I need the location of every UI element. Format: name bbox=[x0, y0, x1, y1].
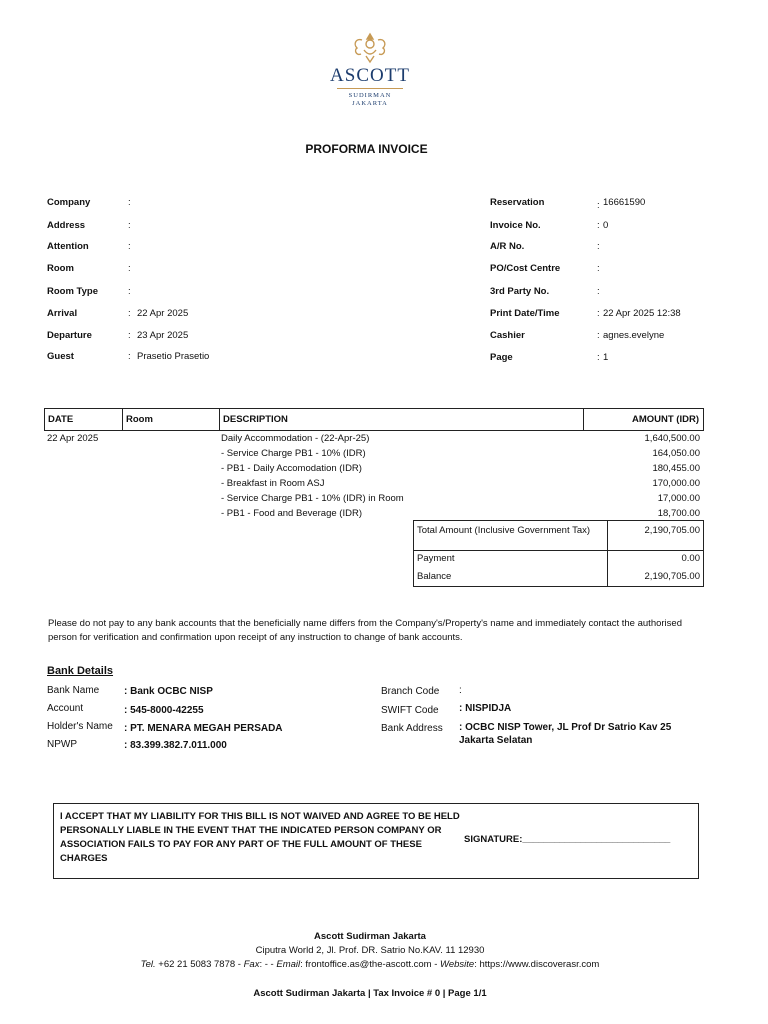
line-description: - Breakfast in Room ASJ bbox=[221, 478, 325, 489]
field-value: 1 bbox=[603, 352, 609, 363]
logo-sub-line2: JAKARTA bbox=[352, 100, 388, 107]
line-description: - PB1 - Daily Accomodation (IDR) bbox=[221, 463, 362, 474]
tel-value: +62 21 5083 7878 bbox=[158, 959, 236, 970]
field-colon: : bbox=[597, 200, 600, 211]
total-value: 2,190,705.00 bbox=[644, 525, 700, 536]
website-label: Website bbox=[440, 959, 475, 970]
branch-label: Branch Code bbox=[381, 686, 440, 697]
line-description: - PB1 - Food and Beverage (IDR) bbox=[221, 508, 362, 519]
bank-address-line2: Jakarta Selatan bbox=[459, 735, 533, 746]
charges-table bbox=[44, 408, 704, 431]
npwp-label: NPWP bbox=[47, 739, 77, 750]
liability-box bbox=[53, 803, 699, 879]
field-label: 3rd Party No. bbox=[490, 286, 550, 297]
field-label: Departure bbox=[47, 330, 92, 341]
field-value: 22 Apr 2025 12:38 bbox=[603, 308, 681, 319]
payment-notice: Please do not pay to any bank accounts that the beneficially name differs from the Company's/Property's name and immediately contact the authorised person for verification and confirmation upon receipt of any instruction to change of bank accounts. bbox=[48, 618, 682, 643]
holder-label: Holder's Name bbox=[47, 721, 113, 732]
totals-box bbox=[413, 520, 704, 587]
field-colon: : bbox=[128, 197, 131, 208]
line-description: Daily Accommodation - (22-Apr-25) bbox=[221, 433, 370, 444]
field-value: agnes.evelyne bbox=[603, 330, 665, 341]
total-label: Total Amount (Inclusive Government Tax) bbox=[417, 525, 591, 536]
email-value[interactable]: frontoffice.as@the-ascott.com bbox=[305, 959, 432, 970]
tel-label: Tel. bbox=[140, 959, 156, 970]
line-amount: 18,700.00 bbox=[657, 508, 700, 519]
line-date: 22 Apr 2025 bbox=[47, 433, 99, 444]
field-colon: : bbox=[128, 351, 131, 362]
header-amount: AMOUNT (IDR) bbox=[584, 409, 704, 431]
account-value: : 545-8000-42255 bbox=[124, 705, 204, 716]
payment-label: Payment bbox=[417, 553, 455, 564]
field-label: Reservation bbox=[490, 197, 545, 208]
bank-name-value: : Bank OCBC NISP bbox=[124, 686, 213, 697]
footer-invoice-line: Ascott Sudirman Jakarta | Tax Invoice # 0 | Page 1/1 bbox=[253, 988, 487, 999]
line-description: - Service Charge PB1 - 10% (IDR) in Room bbox=[221, 493, 404, 504]
bank-address-line1: : OCBC NISP Tower, JL Prof Dr Satrio Kav 25 bbox=[459, 722, 672, 733]
line-amount: 17,000.00 bbox=[657, 493, 700, 504]
field-label: Company bbox=[47, 197, 91, 208]
swift-label: SWIFT Code bbox=[381, 705, 439, 716]
field-colon: : bbox=[597, 263, 600, 274]
field-value: 16661590 bbox=[603, 197, 646, 208]
field-label: Attention bbox=[47, 241, 89, 252]
footer-contact: Tel. +62 21 5083 7878 - Fax: - - Email: frontoffice.as@the-ascott.com - Website: https://www.discoverasr.com bbox=[140, 959, 600, 970]
field-colon: : bbox=[128, 241, 131, 252]
logo-divider bbox=[337, 88, 403, 89]
field-label: Guest bbox=[47, 351, 74, 362]
field-colon: : bbox=[128, 330, 131, 341]
logo-sub-line1: SUDIRMAN bbox=[348, 92, 392, 99]
line-amount: 1,640,500.00 bbox=[644, 433, 700, 444]
footer-address: Ciputra World 2, Jl. Prof. DR. Satrio No.KAV. 11 12930 bbox=[255, 945, 485, 956]
logo-brand: ASCOTT bbox=[330, 65, 410, 86]
field-label: Page bbox=[490, 352, 513, 363]
field-colon: : bbox=[597, 308, 600, 319]
field-value: 22 Apr 2025 bbox=[137, 308, 189, 319]
field-label: Address bbox=[47, 220, 86, 231]
line-amount: 170,000.00 bbox=[652, 478, 700, 489]
field-value: 0 bbox=[603, 220, 609, 231]
line-amount: 164,050.00 bbox=[652, 448, 700, 459]
payment-value: 0.00 bbox=[681, 553, 700, 564]
fax-label: Fax bbox=[243, 959, 260, 970]
ascott-logo bbox=[320, 30, 420, 122]
field-colon: : bbox=[597, 352, 600, 363]
totals-divider bbox=[607, 521, 608, 586]
branch-value: : bbox=[459, 685, 462, 696]
page-title: PROFORMA INVOICE bbox=[305, 142, 428, 156]
field-label: Print Date/Time bbox=[490, 308, 560, 319]
npwp-value: : 83.399.382.7.011.000 bbox=[124, 740, 227, 751]
field-value: 23 Apr 2025 bbox=[137, 330, 189, 341]
liability-text: I ACCEPT THAT MY LIABILITY FOR THIS BILL IS NOT WAIVED AND AGREE TO BE HELD PERSONALLY LIABLE IN THE EVENT THAT THE INDICATED PERSON COMPANY OR ASSOCIATION FAILS TO PAY FOR ANY PART OF THE FULL AMOUNT OF THESE CHARGES bbox=[60, 811, 460, 864]
holder-value: : PT. MENARA MEGAH PERSADA bbox=[124, 723, 283, 734]
field-label: A/R No. bbox=[490, 241, 525, 252]
field-colon: : bbox=[597, 220, 600, 231]
field-colon: : bbox=[597, 286, 600, 297]
line-description: - Service Charge PB1 - 10% (IDR) bbox=[221, 448, 366, 459]
bank-address-label: Bank Address bbox=[381, 723, 443, 734]
field-label: Invoice No. bbox=[490, 220, 541, 231]
footer-company-name: Ascott Sudirman Jakarta bbox=[314, 931, 426, 942]
crest-icon bbox=[348, 30, 392, 66]
line-amount: 180,455.00 bbox=[652, 463, 700, 474]
balance-label: Balance bbox=[417, 571, 452, 582]
swift-value: : NISPIDJA bbox=[459, 703, 512, 714]
field-colon: : bbox=[597, 241, 600, 252]
balance-value: 2,190,705.00 bbox=[644, 571, 700, 582]
field-colon: : bbox=[128, 308, 131, 319]
header-description: DESCRIPTION bbox=[220, 409, 584, 431]
field-value: Prasetio Prasetio bbox=[137, 351, 210, 362]
table-header-row bbox=[45, 409, 704, 431]
signature-line: SIGNATURE:____________________________ bbox=[464, 834, 671, 845]
field-colon: : bbox=[128, 220, 131, 231]
totals-divider bbox=[414, 550, 703, 551]
email-label: Email bbox=[276, 959, 301, 970]
header-room: Room bbox=[123, 409, 220, 431]
fax-value: - bbox=[264, 959, 268, 970]
account-label: Account bbox=[47, 703, 84, 714]
field-label: Arrival bbox=[47, 308, 78, 319]
field-label: Room bbox=[47, 263, 74, 274]
field-colon: : bbox=[128, 286, 131, 297]
field-label: PO/Cost Centre bbox=[490, 263, 561, 274]
field-colon: : bbox=[128, 263, 131, 274]
field-label: Room Type bbox=[47, 286, 99, 297]
header-date: DATE bbox=[45, 409, 123, 431]
bank-details-heading: Bank Details bbox=[47, 665, 114, 677]
field-colon: : bbox=[597, 330, 600, 341]
field-label: Cashier bbox=[490, 330, 525, 341]
bank-name-label: Bank Name bbox=[47, 685, 100, 696]
website-value[interactable]: https://www.discoverasr.com bbox=[479, 959, 600, 970]
